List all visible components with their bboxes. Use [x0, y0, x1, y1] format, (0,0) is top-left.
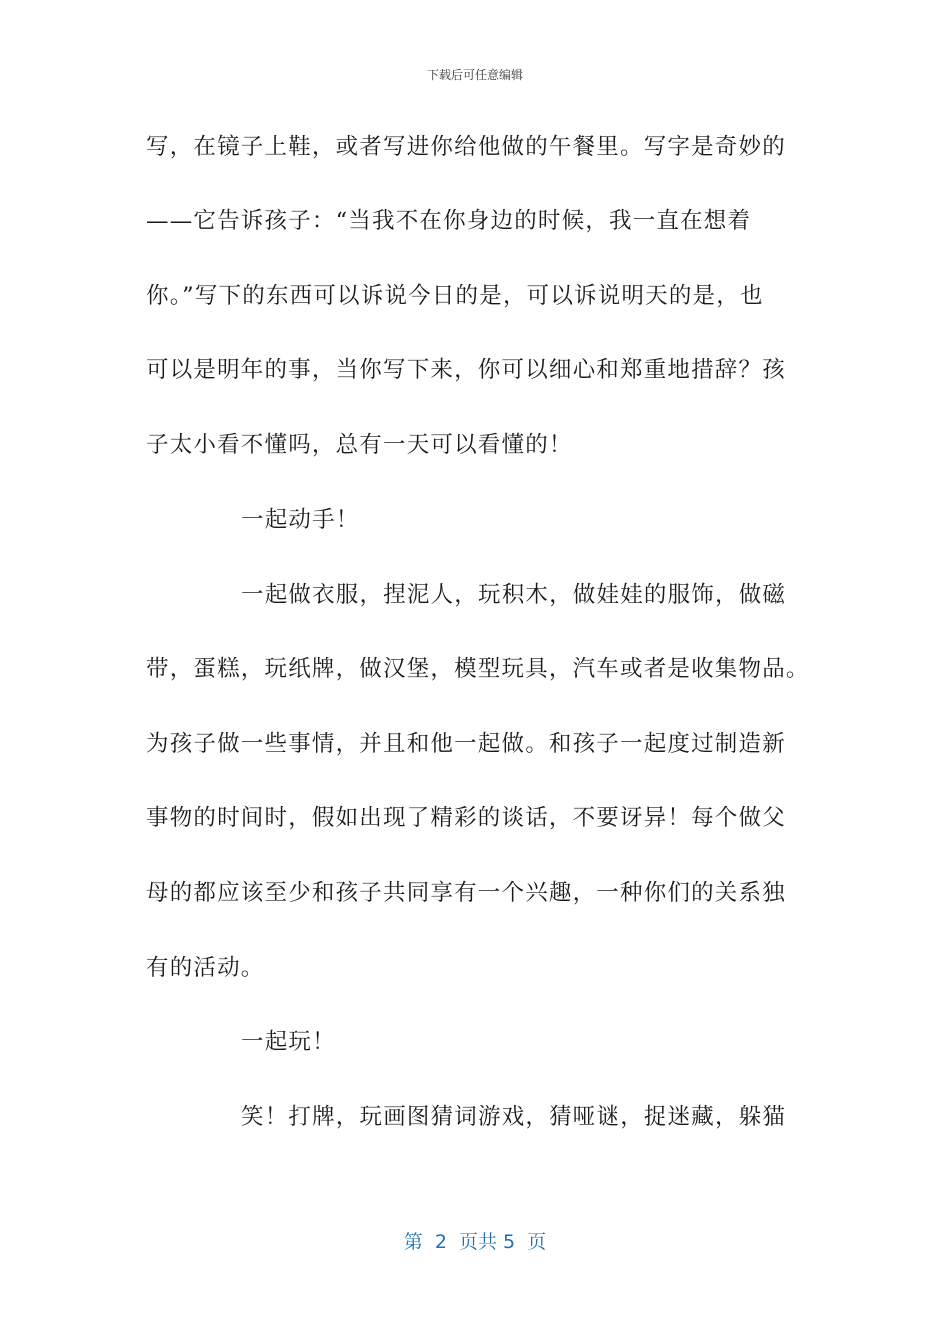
paragraph-line: 事物的时间时，假如出现了精彩的谈话，不要讶异！每个做父	[146, 805, 786, 831]
page-number-footer: 第 2 页共 5 页	[403, 1231, 547, 1253]
section-heading: 一起动手！	[241, 507, 360, 533]
paragraph-line: 你。”写下的东西可以诉说今日的是，可以诉说明天的是，也	[146, 283, 764, 309]
paragraph-line: 母的都应该至少和孩子共同享有一个兴趣，一种你们的关系独	[146, 880, 786, 906]
paragraph-line: 一起做衣服，捏泥人，玩积木，做娃娃的服饰，做磁	[241, 582, 787, 608]
paragraph-line: 写，在镜子上鞋，或者写进你给他做的午餐里。写字是奇妙的	[146, 134, 786, 160]
paragraph-line: 带，蛋糕，玩纸牌，做汉堡，模型玩具，汽车或者是收集物品。	[146, 656, 810, 682]
section-heading: 一起玩！	[241, 1029, 336, 1055]
page-header: 下载后可任意编辑	[426, 68, 523, 82]
paragraph-line: 可以是明年的事，当你写下来，你可以细心和郑重地措辞？孩	[146, 357, 786, 383]
paragraph-line: 为孩子做一些事情，并且和他一起做。和孩子一起度过制造新	[146, 731, 786, 757]
paragraph-line: 有的活动。	[146, 955, 265, 981]
paragraph-line: 子太小看不懂吗，总有一天可以看懂的！	[146, 432, 573, 458]
paragraph-line: 笑！打牌，玩画图猜词游戏，猜哑谜，捉迷藏，躲猫	[241, 1104, 787, 1130]
paragraph-line: ——它告诉孩子：“当我不在你身边的时候，我一直在想着	[146, 208, 752, 234]
